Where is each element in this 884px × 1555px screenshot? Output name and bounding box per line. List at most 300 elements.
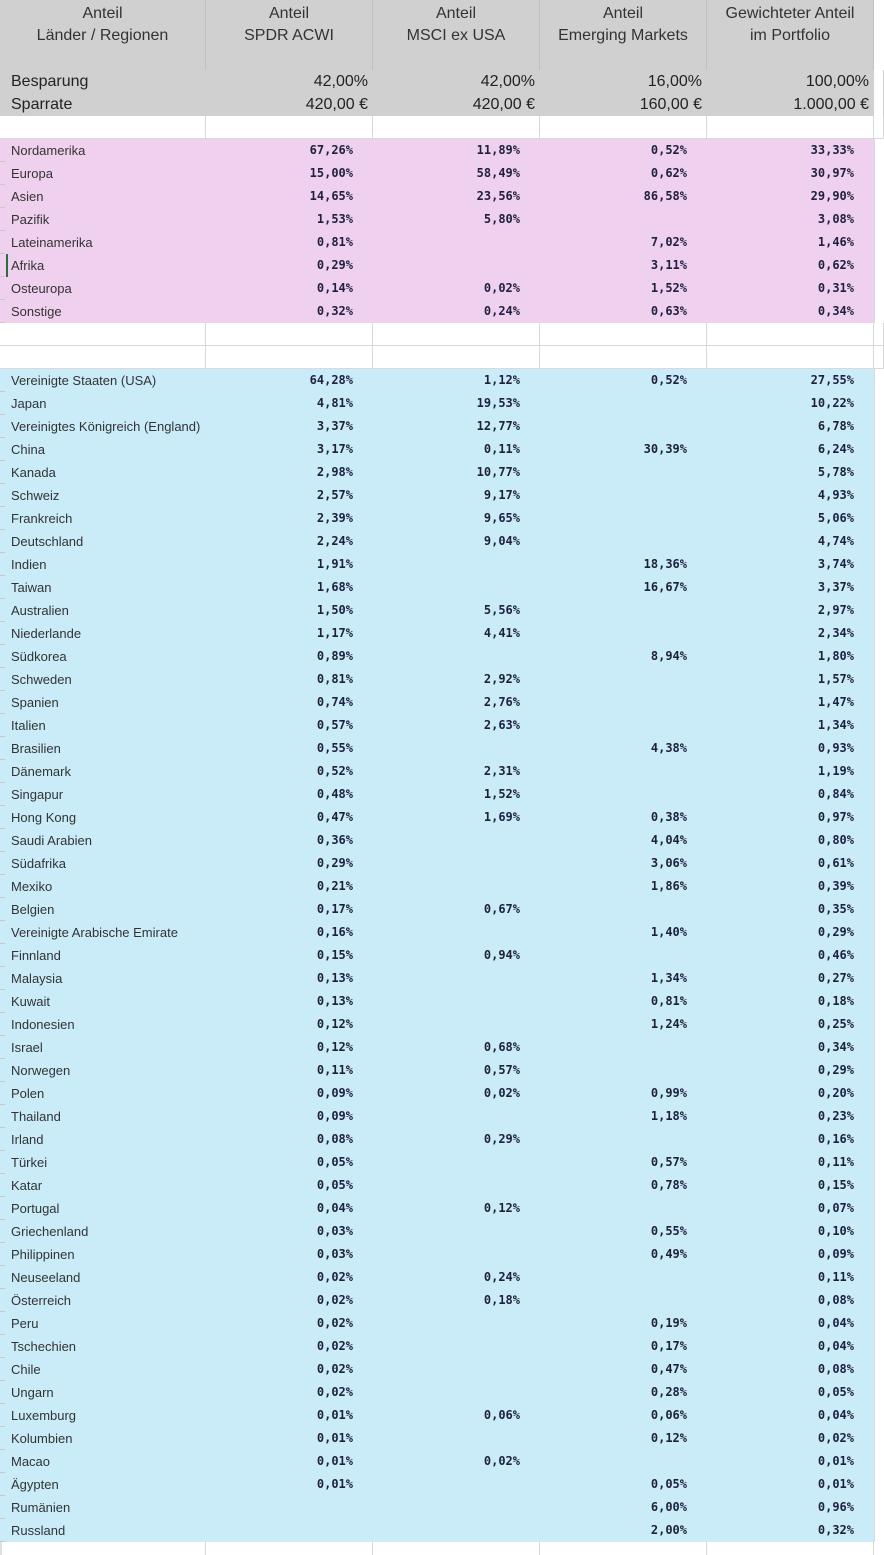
acwi-share-cell[interactable]: 14,65%: [309, 189, 353, 203]
exusa-share-cell[interactable]: [373, 852, 540, 875]
acwi-share-cell[interactable]: 2,98%: [316, 465, 353, 479]
em-share-cell[interactable]: [540, 1036, 707, 1059]
exusa-share-cell[interactable]: 9,65%: [483, 511, 520, 525]
acwi-share-cell[interactable]: 0,21%: [316, 879, 353, 893]
weighted-share-cell[interactable]: 10,22%: [810, 396, 854, 410]
weighted-share-cell[interactable]: 0,93%: [817, 741, 854, 755]
empty-cell[interactable]: [373, 346, 540, 369]
country-name-cell[interactable]: Belgien: [11, 902, 55, 917]
country-name-cell[interactable]: Israel: [11, 1040, 43, 1055]
em-share-cell[interactable]: 86,58%: [643, 189, 687, 203]
weighted-share-cell[interactable]: 1,57%: [817, 672, 854, 686]
country-name-cell[interactable]: Portugal: [11, 1201, 60, 1216]
weighted-share-cell[interactable]: 4,74%: [817, 534, 854, 548]
weighted-share-cell[interactable]: 3,74%: [817, 557, 854, 571]
weighted-share-cell[interactable]: 1,19%: [817, 764, 854, 778]
em-share-cell[interactable]: 8,94%: [650, 649, 687, 663]
country-name-cell[interactable]: Vereinigtes Königreich (England): [11, 419, 201, 434]
country-name-cell[interactable]: Vereinigte Arabische Emirate: [11, 925, 178, 940]
country-name-cell[interactable]: Brasilien: [11, 741, 61, 756]
weighted-share-cell[interactable]: 0,62%: [817, 258, 854, 272]
em-share-cell[interactable]: 4,04%: [650, 833, 687, 847]
weighted-share-cell[interactable]: 6,24%: [817, 442, 854, 456]
acwi-share-cell[interactable]: 0,13%: [316, 994, 353, 1008]
header-cell-acwi[interactable]: [206, 0, 373, 70]
exusa-share-cell[interactable]: [373, 1381, 540, 1404]
exusa-share-cell[interactable]: [373, 875, 540, 898]
em-share-cell[interactable]: 0,57%: [650, 1155, 687, 1169]
empty-cell[interactable]: [0, 346, 206, 369]
em-share-cell[interactable]: 0,47%: [650, 1362, 687, 1376]
country-name-cell[interactable]: Lateinamerika: [11, 235, 93, 250]
weighted-share-cell[interactable]: 1,80%: [817, 649, 854, 663]
empty-cell[interactable]: [540, 323, 707, 346]
em-share-cell[interactable]: 0,78%: [650, 1178, 687, 1192]
em-share-cell[interactable]: 1,34%: [650, 971, 687, 985]
acwi-share-cell[interactable]: 15,00%: [309, 166, 353, 180]
country-name-cell[interactable]: Südafrika: [11, 856, 66, 871]
acwi-share-cell[interactable]: 2,57%: [316, 488, 353, 502]
acwi-share-cell[interactable]: 0,03%: [316, 1224, 353, 1238]
exusa-share-cell[interactable]: 0,02%: [483, 281, 520, 295]
weighted-share-cell[interactable]: 0,20%: [817, 1086, 854, 1100]
weighted-share-cell[interactable]: 0,10%: [817, 1224, 854, 1238]
empty-cell[interactable]: [707, 346, 874, 369]
country-name-cell[interactable]: Luxemburg: [11, 1408, 77, 1423]
country-name-cell[interactable]: Tschechien: [11, 1339, 77, 1354]
acwi-share-cell[interactable]: 0,17%: [316, 902, 353, 916]
em-share-cell[interactable]: 7,02%: [650, 235, 687, 249]
acwi-share-cell[interactable]: 0,08%: [316, 1132, 353, 1146]
weighted-share-cell[interactable]: 0,23%: [817, 1109, 854, 1123]
acwi-share-cell[interactable]: 0,15%: [316, 948, 353, 962]
summary-cell-weighted[interactable]: [707, 70, 874, 116]
weighted-share-cell[interactable]: 0,04%: [817, 1408, 854, 1422]
acwi-share-cell[interactable]: 67,26%: [309, 143, 353, 157]
weighted-share-cell[interactable]: 0,29%: [817, 925, 854, 939]
exusa-share-cell[interactable]: 4,41%: [483, 626, 520, 640]
acwi-share-cell[interactable]: 0,09%: [316, 1086, 353, 1100]
weighted-share-cell[interactable]: 0,08%: [817, 1293, 854, 1307]
em-share-cell[interactable]: [540, 760, 707, 783]
em-share-cell[interactable]: 1,40%: [650, 925, 687, 939]
exusa-share-cell[interactable]: [373, 1358, 540, 1381]
exusa-share-cell[interactable]: [373, 1243, 540, 1266]
weighted-share-cell[interactable]: 0,07%: [817, 1201, 854, 1215]
exusa-share-cell[interactable]: 0,18%: [483, 1293, 520, 1307]
weighted-share-cell[interactable]: 0,34%: [817, 304, 854, 318]
acwi-share-cell[interactable]: 0,12%: [316, 1017, 353, 1031]
exusa-share-cell[interactable]: [373, 1013, 540, 1036]
summary-cell-acwi[interactable]: [206, 70, 373, 116]
acwi-share-cell[interactable]: 0,36%: [316, 833, 353, 847]
empty-cell[interactable]: [206, 116, 373, 139]
em-share-cell[interactable]: 1,24%: [650, 1017, 687, 1031]
exusa-share-cell[interactable]: 23,56%: [476, 189, 520, 203]
country-name-cell[interactable]: Kolumbien: [11, 1431, 73, 1446]
empty-cell[interactable]: [0, 116, 206, 139]
acwi-share-cell[interactable]: 3,17%: [316, 442, 353, 456]
exusa-share-cell[interactable]: [373, 1519, 540, 1542]
acwi-share-cell[interactable]: 0,32%: [316, 304, 353, 318]
country-name-cell[interactable]: Rumänien: [11, 1500, 71, 1515]
em-share-cell[interactable]: 0,62%: [650, 166, 687, 180]
em-share-cell[interactable]: 0,55%: [650, 1224, 687, 1238]
em-share-cell[interactable]: 0,38%: [650, 810, 687, 824]
exusa-share-cell[interactable]: 1,52%: [483, 787, 520, 801]
exusa-share-cell[interactable]: [373, 1105, 540, 1128]
weighted-share-cell[interactable]: 1,46%: [817, 235, 854, 249]
em-share-cell[interactable]: [540, 1197, 707, 1220]
exusa-share-cell[interactable]: [373, 1220, 540, 1243]
weighted-share-cell[interactable]: 0,84%: [817, 787, 854, 801]
em-share-cell[interactable]: [540, 208, 707, 231]
country-name-cell[interactable]: Hong Kong: [11, 810, 77, 825]
acwi-share-cell[interactable]: 0,11%: [316, 1063, 353, 1077]
em-share-cell[interactable]: [540, 392, 707, 415]
em-share-cell[interactable]: [540, 530, 707, 553]
em-share-cell[interactable]: [540, 1128, 707, 1151]
em-share-cell[interactable]: 0,05%: [650, 1477, 687, 1491]
country-name-cell[interactable]: Afrika: [11, 258, 45, 273]
exusa-share-cell[interactable]: [373, 967, 540, 990]
em-share-cell[interactable]: [540, 1059, 707, 1082]
exusa-share-cell[interactable]: 19,53%: [476, 396, 520, 410]
acwi-share-cell[interactable]: 4,81%: [316, 396, 353, 410]
em-share-cell[interactable]: [540, 714, 707, 737]
exusa-share-cell[interactable]: [373, 1335, 540, 1358]
exusa-share-cell[interactable]: 0,94%: [483, 948, 520, 962]
exusa-share-cell[interactable]: 9,04%: [483, 534, 520, 548]
acwi-share-cell[interactable]: 0,03%: [316, 1247, 353, 1261]
country-name-cell[interactable]: Kanada: [11, 465, 56, 480]
em-share-cell[interactable]: 18,36%: [643, 557, 687, 571]
exusa-share-cell[interactable]: [373, 1473, 540, 1496]
country-name-cell[interactable]: Ägypten: [11, 1477, 59, 1492]
em-share-cell[interactable]: 0,49%: [650, 1247, 687, 1261]
acwi-share-cell[interactable]: 0,04%: [316, 1201, 353, 1215]
acwi-share-cell[interactable]: 0,01%: [316, 1454, 353, 1468]
acwi-share-cell[interactable]: 1,91%: [316, 557, 353, 571]
exusa-share-cell[interactable]: 2,31%: [483, 764, 520, 778]
acwi-share-cell[interactable]: 0,57%: [316, 718, 353, 732]
weighted-share-cell[interactable]: 0,34%: [817, 1040, 854, 1054]
country-name-cell[interactable]: Philippinen: [11, 1247, 75, 1262]
em-share-cell[interactable]: 0,99%: [650, 1086, 687, 1100]
empty-cell[interactable]: [206, 323, 373, 346]
exusa-share-cell[interactable]: 2,76%: [483, 695, 520, 709]
weighted-share-cell[interactable]: 5,06%: [817, 511, 854, 525]
acwi-share-cell[interactable]: [206, 1496, 373, 1519]
em-share-cell[interactable]: 16,67%: [643, 580, 687, 594]
em-share-cell[interactable]: 0,06%: [650, 1408, 687, 1422]
weighted-share-cell[interactable]: 27,55%: [810, 373, 854, 387]
country-name-cell[interactable]: Vereinigte Staaten (USA): [11, 373, 157, 388]
exusa-share-cell[interactable]: [373, 553, 540, 576]
em-share-cell[interactable]: [540, 668, 707, 691]
acwi-share-cell[interactable]: 0,02%: [316, 1385, 353, 1399]
weighted-share-cell[interactable]: 0,16%: [817, 1132, 854, 1146]
em-share-cell[interactable]: 1,86%: [650, 879, 687, 893]
acwi-share-cell[interactable]: 0,01%: [316, 1408, 353, 1422]
weighted-share-cell[interactable]: 0,46%: [817, 948, 854, 962]
country-name-cell[interactable]: Ungarn: [11, 1385, 54, 1400]
country-name-cell[interactable]: Irland: [11, 1132, 44, 1147]
weighted-share-cell[interactable]: 0,08%: [817, 1362, 854, 1376]
acwi-share-cell[interactable]: 2,39%: [316, 511, 353, 525]
weighted-share-cell[interactable]: 1,34%: [817, 718, 854, 732]
exusa-share-cell[interactable]: 0,02%: [483, 1086, 520, 1100]
weighted-share-cell[interactable]: 0,11%: [817, 1270, 854, 1284]
exusa-share-cell[interactable]: [373, 576, 540, 599]
weighted-share-cell[interactable]: 0,11%: [817, 1155, 854, 1169]
acwi-share-cell[interactable]: 0,16%: [316, 925, 353, 939]
exusa-share-cell[interactable]: 58,49%: [476, 166, 520, 180]
weighted-share-cell[interactable]: 30,97%: [810, 166, 854, 180]
exusa-share-cell[interactable]: 0,57%: [483, 1063, 520, 1077]
em-share-cell[interactable]: [540, 1266, 707, 1289]
acwi-share-cell[interactable]: 0,01%: [316, 1431, 353, 1445]
weighted-share-cell[interactable]: 0,04%: [817, 1316, 854, 1330]
exusa-share-cell[interactable]: 0,29%: [483, 1132, 520, 1146]
em-share-cell[interactable]: [540, 691, 707, 714]
country-name-cell[interactable]: Neuseeland: [11, 1270, 81, 1285]
weighted-share-cell[interactable]: 0,35%: [817, 902, 854, 916]
exusa-share-cell[interactable]: [373, 1427, 540, 1450]
header-cell-em[interactable]: [540, 0, 707, 70]
em-share-cell[interactable]: [540, 944, 707, 967]
country-name-cell[interactable]: Spanien: [11, 695, 59, 710]
header-cell-weighted[interactable]: [707, 0, 874, 70]
country-name-cell[interactable]: Saudi Arabien: [11, 833, 92, 848]
weighted-share-cell[interactable]: 0,09%: [817, 1247, 854, 1261]
weighted-share-cell[interactable]: 2,34%: [817, 626, 854, 640]
weighted-share-cell[interactable]: 3,37%: [817, 580, 854, 594]
country-name-cell[interactable]: Peru: [11, 1316, 39, 1331]
weighted-share-cell[interactable]: 4,93%: [817, 488, 854, 502]
acwi-share-cell[interactable]: 64,28%: [309, 373, 353, 387]
acwi-share-cell[interactable]: 0,05%: [316, 1155, 353, 1169]
acwi-share-cell[interactable]: [206, 1519, 373, 1542]
country-name-cell[interactable]: Kuwait: [11, 994, 51, 1009]
weighted-share-cell[interactable]: 0,18%: [817, 994, 854, 1008]
em-share-cell[interactable]: 1,52%: [650, 281, 687, 295]
country-name-cell[interactable]: Frankreich: [11, 511, 73, 526]
exusa-share-cell[interactable]: 0,06%: [483, 1408, 520, 1422]
acwi-share-cell[interactable]: 0,12%: [316, 1040, 353, 1054]
exusa-share-cell[interactable]: [373, 645, 540, 668]
exusa-share-cell[interactable]: [373, 921, 540, 944]
em-share-cell[interactable]: 3,11%: [650, 258, 687, 272]
acwi-share-cell[interactable]: 0,02%: [316, 1362, 353, 1376]
country-name-cell[interactable]: Indien: [11, 557, 47, 572]
weighted-share-cell[interactable]: 29,90%: [810, 189, 854, 203]
country-name-cell[interactable]: Türkei: [11, 1155, 48, 1170]
weighted-share-cell[interactable]: 0,96%: [817, 1500, 854, 1514]
weighted-share-cell[interactable]: 6,78%: [817, 419, 854, 433]
exusa-share-cell[interactable]: 5,80%: [483, 212, 520, 226]
country-name-cell[interactable]: Österreich: [11, 1293, 71, 1308]
acwi-share-cell[interactable]: 0,09%: [316, 1109, 353, 1123]
country-name-cell[interactable]: Japan: [11, 396, 47, 411]
em-share-cell[interactable]: [540, 461, 707, 484]
acwi-share-cell[interactable]: 0,02%: [316, 1270, 353, 1284]
acwi-share-cell[interactable]: 1,53%: [316, 212, 353, 226]
weighted-share-cell[interactable]: 0,01%: [817, 1454, 854, 1468]
exusa-share-cell[interactable]: [373, 1151, 540, 1174]
em-share-cell[interactable]: 4,38%: [650, 741, 687, 755]
country-name-cell[interactable]: China: [11, 442, 45, 457]
exusa-share-cell[interactable]: 2,92%: [483, 672, 520, 686]
country-name-cell[interactable]: Chile: [11, 1362, 41, 1377]
summary-label-cell[interactable]: [0, 70, 206, 116]
weighted-share-cell[interactable]: 33,33%: [810, 143, 854, 157]
em-share-cell[interactable]: [540, 415, 707, 438]
em-share-cell[interactable]: 3,06%: [650, 856, 687, 870]
country-name-cell[interactable]: Südkorea: [11, 649, 67, 664]
weighted-share-cell[interactable]: 2,97%: [817, 603, 854, 617]
empty-cell[interactable]: [373, 116, 540, 139]
country-name-cell[interactable]: Australien: [11, 603, 69, 618]
country-name-cell[interactable]: Nordamerika: [11, 143, 86, 158]
weighted-share-cell[interactable]: 0,01%: [817, 1477, 854, 1491]
empty-cell[interactable]: [540, 116, 707, 139]
exusa-share-cell[interactable]: 5,56%: [483, 603, 520, 617]
exusa-share-cell[interactable]: 2,63%: [483, 718, 520, 732]
acwi-share-cell[interactable]: 0,13%: [316, 971, 353, 985]
exusa-share-cell[interactable]: 1,12%: [483, 373, 520, 387]
exusa-share-cell[interactable]: 9,17%: [483, 488, 520, 502]
exusa-share-cell[interactable]: 12,77%: [476, 419, 520, 433]
acwi-share-cell[interactable]: 0,81%: [316, 235, 353, 249]
summary-cell-em[interactable]: [540, 70, 707, 116]
country-name-cell[interactable]: Deutschland: [11, 534, 84, 549]
country-name-cell[interactable]: Indonesien: [11, 1017, 75, 1032]
em-share-cell[interactable]: 2,00%: [650, 1523, 687, 1537]
acwi-share-cell[interactable]: 2,24%: [316, 534, 353, 548]
acwi-share-cell[interactable]: 3,37%: [316, 419, 353, 433]
country-name-cell[interactable]: Dänemark: [11, 764, 71, 779]
exusa-share-cell[interactable]: [373, 231, 540, 254]
country-name-cell[interactable]: Schweiz: [11, 488, 60, 503]
exusa-share-cell[interactable]: 0,24%: [483, 1270, 520, 1284]
country-name-cell[interactable]: Sonstige: [11, 304, 62, 319]
country-name-cell[interactable]: Taiwan: [11, 580, 52, 595]
acwi-share-cell[interactable]: 0,02%: [316, 1339, 353, 1353]
em-share-cell[interactable]: [540, 599, 707, 622]
header-cell-exusa[interactable]: [373, 0, 540, 70]
weighted-share-cell[interactable]: 5,78%: [817, 465, 854, 479]
empty-cell[interactable]: [373, 323, 540, 346]
exusa-share-cell[interactable]: [373, 1496, 540, 1519]
exusa-share-cell[interactable]: 10,77%: [476, 465, 520, 479]
empty-cell[interactable]: [707, 116, 874, 139]
em-share-cell[interactable]: 0,52%: [650, 373, 687, 387]
acwi-share-cell[interactable]: 0,02%: [316, 1316, 353, 1330]
weighted-share-cell[interactable]: 0,39%: [817, 879, 854, 893]
em-share-cell[interactable]: 0,63%: [650, 304, 687, 318]
country-name-cell[interactable]: Russland: [11, 1523, 66, 1538]
country-name-cell[interactable]: Malaysia: [11, 971, 63, 986]
em-share-cell[interactable]: 6,00%: [650, 1500, 687, 1514]
em-share-cell[interactable]: 30,39%: [643, 442, 687, 456]
weighted-share-cell[interactable]: 0,27%: [817, 971, 854, 985]
weighted-share-cell[interactable]: 0,05%: [817, 1385, 854, 1399]
country-name-cell[interactable]: Italien: [11, 718, 46, 733]
weighted-share-cell[interactable]: 0,25%: [817, 1017, 854, 1031]
em-share-cell[interactable]: 1,18%: [650, 1109, 687, 1123]
em-share-cell[interactable]: [540, 507, 707, 530]
em-share-cell[interactable]: [540, 898, 707, 921]
weighted-share-cell[interactable]: 0,29%: [817, 1063, 854, 1077]
exusa-share-cell[interactable]: 0,68%: [483, 1040, 520, 1054]
acwi-share-cell[interactable]: 0,55%: [316, 741, 353, 755]
em-share-cell[interactable]: [540, 1450, 707, 1473]
acwi-share-cell[interactable]: 0,14%: [316, 281, 353, 295]
acwi-share-cell[interactable]: 0,29%: [316, 258, 353, 272]
empty-cell[interactable]: [206, 346, 373, 369]
country-name-cell[interactable]: Katar: [11, 1178, 43, 1193]
weighted-share-cell[interactable]: 0,97%: [817, 810, 854, 824]
acwi-share-cell[interactable]: 1,50%: [316, 603, 353, 617]
acwi-share-cell[interactable]: 1,68%: [316, 580, 353, 594]
exusa-share-cell[interactable]: [373, 1174, 540, 1197]
em-share-cell[interactable]: [540, 1289, 707, 1312]
acwi-share-cell[interactable]: 1,17%: [316, 626, 353, 640]
header-cell-regions[interactable]: [0, 0, 206, 70]
exusa-share-cell[interactable]: [373, 990, 540, 1013]
country-name-cell[interactable]: Schweden: [11, 672, 72, 687]
exusa-share-cell[interactable]: 0,24%: [483, 304, 520, 318]
em-share-cell[interactable]: 0,12%: [650, 1431, 687, 1445]
acwi-share-cell[interactable]: 0,89%: [316, 649, 353, 663]
empty-cell[interactable]: [540, 346, 707, 369]
country-name-cell[interactable]: Niederlande: [11, 626, 82, 641]
acwi-share-cell[interactable]: 0,47%: [316, 810, 353, 824]
em-share-cell[interactable]: 0,28%: [650, 1385, 687, 1399]
exusa-share-cell[interactable]: 0,12%: [483, 1201, 520, 1215]
acwi-share-cell[interactable]: 0,29%: [316, 856, 353, 870]
weighted-share-cell[interactable]: 0,02%: [817, 1431, 854, 1445]
acwi-share-cell[interactable]: 0,74%: [316, 695, 353, 709]
country-name-cell[interactable]: Osteuropa: [11, 281, 72, 296]
acwi-share-cell[interactable]: 0,52%: [316, 764, 353, 778]
exusa-share-cell[interactable]: 1,69%: [483, 810, 520, 824]
exusa-share-cell[interactable]: [373, 254, 540, 277]
exusa-share-cell[interactable]: [373, 737, 540, 760]
acwi-share-cell[interactable]: 0,02%: [316, 1293, 353, 1307]
weighted-share-cell[interactable]: 0,32%: [817, 1523, 854, 1537]
em-share-cell[interactable]: 0,81%: [650, 994, 687, 1008]
em-share-cell[interactable]: 0,52%: [650, 143, 687, 157]
summary-cell-exusa[interactable]: [373, 70, 540, 116]
em-share-cell[interactable]: [540, 783, 707, 806]
exusa-share-cell[interactable]: 0,67%: [483, 902, 520, 916]
exusa-share-cell[interactable]: 0,02%: [483, 1454, 520, 1468]
country-name-cell[interactable]: Asien: [11, 189, 44, 204]
weighted-share-cell[interactable]: 0,04%: [817, 1339, 854, 1353]
weighted-share-cell[interactable]: 1,47%: [817, 695, 854, 709]
country-name-cell[interactable]: Norwegen: [11, 1063, 71, 1078]
exusa-share-cell[interactable]: 11,89%: [476, 143, 520, 157]
empty-cell[interactable]: [0, 323, 206, 346]
country-name-cell[interactable]: Macao: [11, 1454, 51, 1469]
exusa-share-cell[interactable]: [373, 829, 540, 852]
country-name-cell[interactable]: Pazifik: [11, 212, 50, 227]
acwi-share-cell[interactable]: 0,01%: [316, 1477, 353, 1491]
weighted-share-cell[interactable]: 0,80%: [817, 833, 854, 847]
empty-cell[interactable]: [707, 323, 874, 346]
